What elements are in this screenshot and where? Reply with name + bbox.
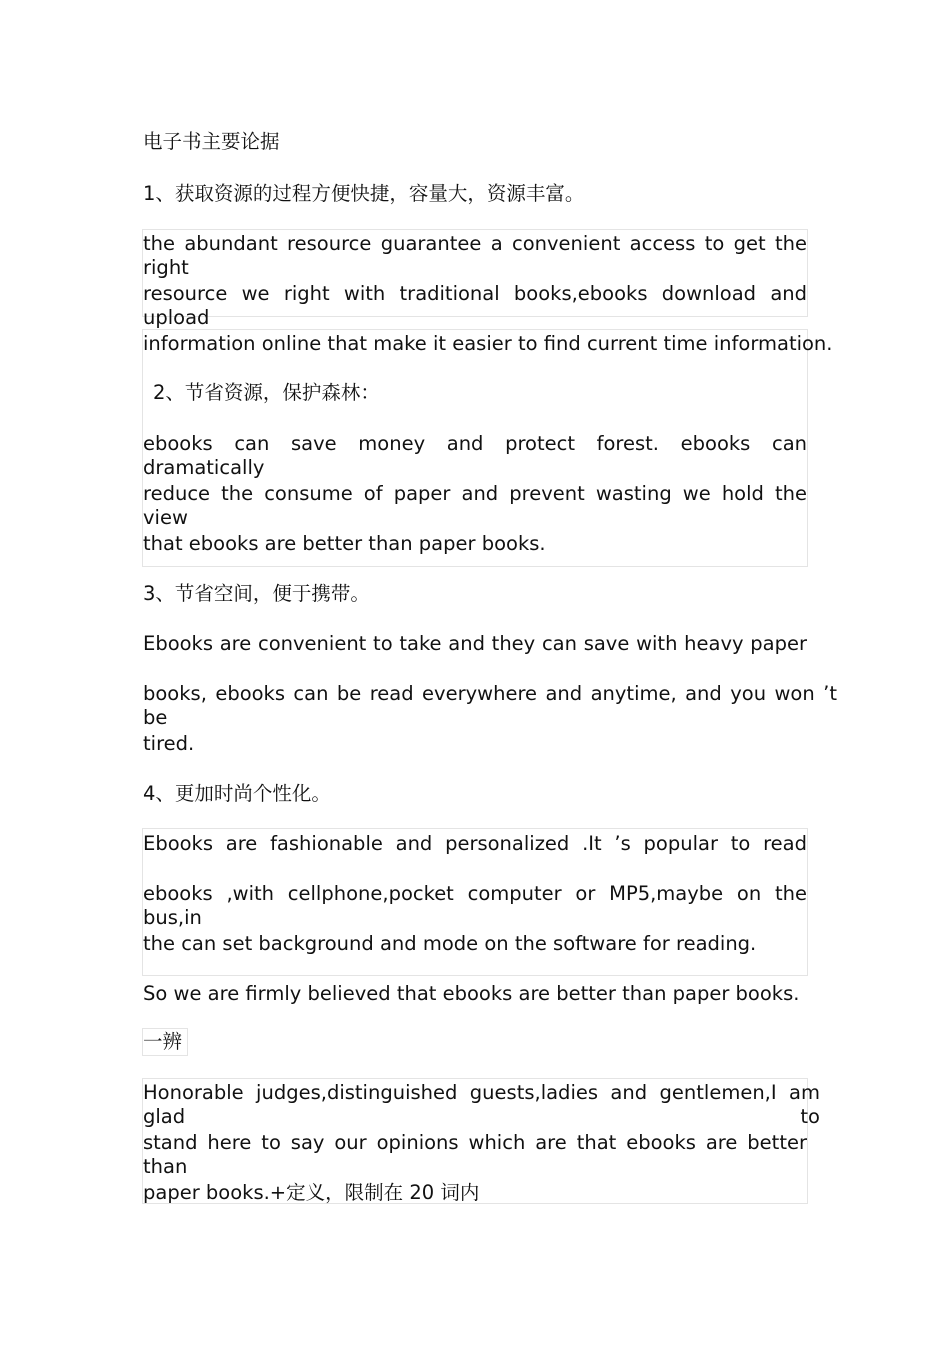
section-4-title: 4、更加时尚个性化。 <box>143 782 331 805</box>
debate-line-3: paper books.+定义，限制在 20 词内 <box>143 1181 480 1204</box>
section-4-line-2: ebooks ,with cellphone,pocket computer or MP5,maybe on the bus,in <box>143 882 807 929</box>
section-2-title: 2、节省资源，保护森林： <box>153 381 380 404</box>
debate-title: 一辨 <box>143 1030 183 1053</box>
section-2-line-3: that ebooks are better than paper books. <box>143 532 546 555</box>
section-2-line-1: ebooks can save money and protect forest. ebooks can dramatically <box>143 432 807 479</box>
section-3-line-3: tired. <box>143 732 195 755</box>
section-1-line-1: the abundant resource guarantee a convenient access to get the right <box>143 232 807 279</box>
section-3-title: 3、节省空间，便于携带。 <box>143 582 370 605</box>
section-4-line-3: the can set background and mode on the software for reading. <box>143 932 757 955</box>
page-title: 电子书主要论据 <box>143 130 280 153</box>
section-4-line-1: Ebooks are fashionable and personalized .It ’s popular to read <box>143 832 807 855</box>
section-3-line-2: books, ebooks can be read everywhere and anytime, and you won ’t be <box>143 682 837 729</box>
section-3-line-1: Ebooks are convenient to take and they can save with heavy paper <box>143 632 807 655</box>
section-2-line-2: reduce the consume of paper and prevent wasting we hold the view <box>143 482 807 529</box>
debate-line-2: stand here to say our opinions which are that ebooks are better than <box>143 1131 807 1178</box>
section-1-title: 1、获取资源的过程方便快捷，容量大，资源丰富。 <box>143 182 585 205</box>
section-1-line-2: resource we right with traditional books,ebooks download and upload <box>143 282 807 329</box>
section-4-line-4: So we are firmly believed that ebooks are better than paper books. <box>143 982 800 1005</box>
section-1-line-3: information online that make it easier to find current time information. <box>143 332 833 355</box>
debate-line-1: Honorable judges,distinguished guests,ladies and gentlemen,I am glad to <box>143 1081 820 1128</box>
